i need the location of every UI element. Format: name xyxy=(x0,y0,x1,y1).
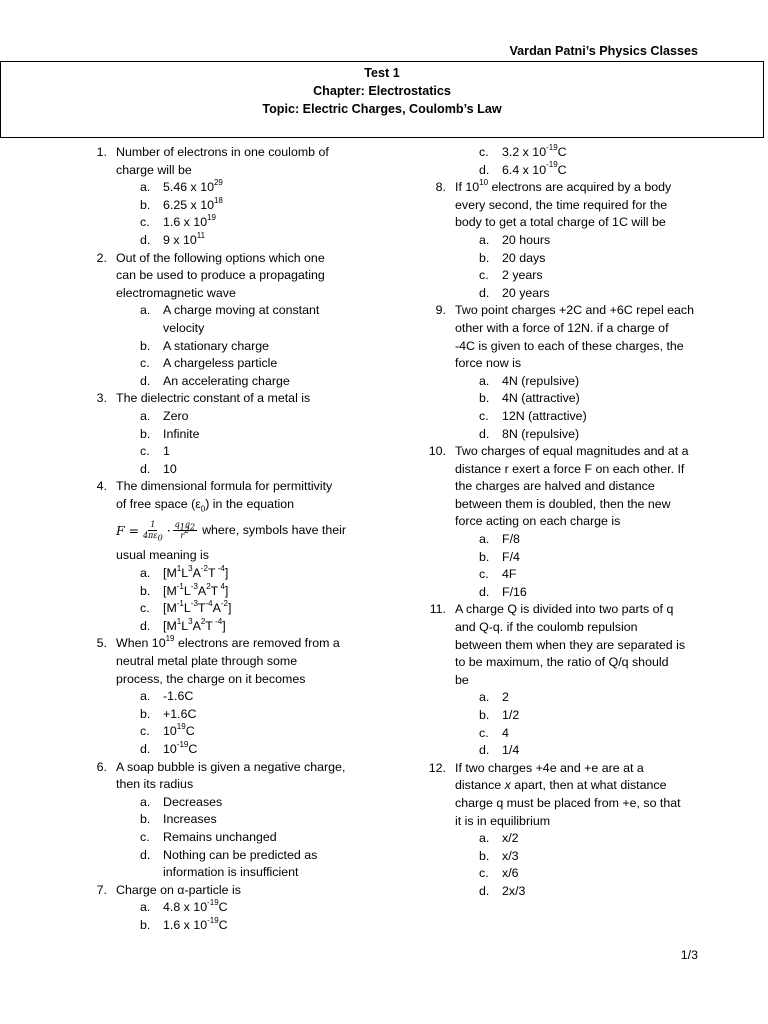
option-2b: b. A stationary charge xyxy=(140,338,270,353)
question-text: When $10^{19}$ electrons are removed from a xyxy=(116,634,340,651)
option-1d: d. 9 x $10^{11}$ xyxy=(140,230,206,247)
question-text: then its radius xyxy=(116,777,194,792)
option-4a: a. [$M^1L^3A^{-2}T$ $^{-4}$] xyxy=(140,563,229,581)
question-text: can be used to produce a propagating xyxy=(116,268,325,283)
option-5d: d. $10^{-19}C$ xyxy=(140,739,198,756)
question-4 xyxy=(86,478,368,565)
option-8b: b. 20 days xyxy=(479,250,546,265)
option-10d: d. F/16 xyxy=(479,584,527,599)
option-10a: a. F/8 xyxy=(479,532,520,547)
question-text: body to get a total charge of 1C will be xyxy=(455,215,666,230)
option-1c: c. 1.6 x $10^{19}$ xyxy=(140,213,216,230)
question-text: force now is xyxy=(455,356,522,371)
option-12a: a. x/2 xyxy=(479,831,519,846)
question-text: the charges are halved and distance xyxy=(455,479,655,494)
question-text: every second, the time required for the xyxy=(455,197,668,212)
option-10b: b. F/4 xyxy=(479,549,520,564)
option-7b: b. 1.6 x $10^{-19}C$ xyxy=(140,915,228,932)
question-number: 6. xyxy=(96,759,107,774)
question-number: 12. xyxy=(428,760,446,775)
question-6 xyxy=(86,759,368,794)
question-number: 2. xyxy=(96,250,107,265)
option-9a: a. 4N (repulsive) xyxy=(479,373,580,388)
option-1b: b. 6.25 x $10^{18}$ xyxy=(140,195,223,212)
option-8a: a. 20 hours xyxy=(479,232,551,247)
page-number: 1/3 xyxy=(680,948,698,962)
question-text: A soap bubble is given a negative charge, xyxy=(116,759,346,774)
chapter-title: Chapter: Electrostatics xyxy=(313,83,451,98)
question-number: 9. xyxy=(435,303,446,318)
question-text: where, symbols have their xyxy=(202,522,347,537)
option-3b: b. Infinite xyxy=(140,426,200,441)
option-5b: b. +1.6C xyxy=(140,706,197,721)
right-column xyxy=(425,144,710,901)
question-number: 7. xyxy=(96,882,107,897)
option-9c: c. 12N (attractive) xyxy=(479,408,587,423)
fraction-constant: $\frac{1}{4\pi\varepsilon_0}$ xyxy=(142,519,163,543)
option-2d: d. An accelerating charge xyxy=(140,373,290,388)
option-4c: c. $[M^{-1}L^{-3}T^{-4}A^{-2}]$ xyxy=(140,599,232,616)
question-number: 10. xyxy=(428,444,446,459)
test-title: Test 1 xyxy=(364,66,400,80)
option-11c: c. 4 xyxy=(479,725,509,740)
question-text: force acting on each charge is xyxy=(455,514,621,529)
question-number: 1. xyxy=(96,145,107,159)
question-10 xyxy=(425,443,710,531)
question-text: be xyxy=(455,672,469,687)
option-12b: b. x/3 xyxy=(479,848,519,863)
option-3c: c. 1 xyxy=(140,444,170,459)
option-6a: a. Decreases xyxy=(140,794,223,809)
fraction-charges: $\frac{q_1q_2}{r^2}$ xyxy=(174,519,196,540)
option-9b: b. 4N (attractive) xyxy=(479,391,580,406)
question-text: between them is doubled, then the new xyxy=(455,496,671,511)
question-number: 3. xyxy=(96,391,107,406)
question-8 xyxy=(425,179,710,232)
question-text: charge q must be placed from +e, so that xyxy=(455,795,681,810)
question-number: 5. xyxy=(96,636,107,651)
option-7c: c. 3.2 x $10^{-19}C$ xyxy=(479,142,567,159)
left-column xyxy=(86,144,368,935)
question-9 xyxy=(425,302,710,372)
title-box xyxy=(0,61,764,138)
question-text: Two point charges +2C and +6C repel each xyxy=(455,303,695,318)
question-text: other with a force of 12N. if a charge of xyxy=(455,320,669,335)
question-text: If two charges +4e and +e are at a xyxy=(455,760,644,775)
option-7a: a. 4.8 x $10^{-19}C$ xyxy=(140,898,228,915)
option-1a: a. 5.46 x $10^{29}$ xyxy=(140,178,223,195)
option-6d: d. Nothing can be predicted as information is insufficient xyxy=(140,847,318,880)
question-text: A charge Q is divided into two parts of q xyxy=(455,602,674,617)
question-1 xyxy=(86,144,368,179)
question-12 xyxy=(425,760,710,830)
question-text: Out of the following options which one xyxy=(116,250,325,265)
option-12d: d. 2x/3 xyxy=(479,883,526,898)
question-text: usual meaning is xyxy=(116,548,209,563)
option-3a: a. Zero xyxy=(140,408,189,423)
option-8d: d. 20 years xyxy=(479,285,550,300)
equation-line xyxy=(116,513,368,547)
question-5 xyxy=(86,635,368,688)
question-text: Two charges of equal magnitudes and at a xyxy=(455,444,689,459)
option-10c: c. 4F xyxy=(479,567,517,582)
option-6b: b. Increases xyxy=(140,812,217,827)
question-text: The dielectric constant of a metal is xyxy=(116,391,311,406)
option-4d: d. [$M^1L^3A^2T$ $^{-4}$] xyxy=(140,616,226,633)
question-text: charge will be xyxy=(116,162,192,177)
option-2a: a. A charge moving at constant velocity xyxy=(140,303,320,335)
question-2 xyxy=(86,250,368,303)
question-text: neutral metal plate through some xyxy=(116,654,298,669)
question-text: distance x apart, then at what distance xyxy=(455,778,667,793)
question-11 xyxy=(425,601,710,689)
question-text: Charge on α-particle is xyxy=(116,882,241,897)
question-text: distance r exert a force F on each other. If xyxy=(455,461,685,476)
question-7 xyxy=(86,882,368,900)
question-text: Number of electrons in one coulomb of xyxy=(116,145,329,159)
option-5c: c. $10^{19}C$ xyxy=(140,722,195,739)
question-text: -4C is given to each of these charges, the xyxy=(455,338,684,353)
question-text: process, the charge on it becomes xyxy=(116,671,306,686)
organization-name: Vardan Patni’s Physics Classes xyxy=(509,44,698,58)
option-3d: d. 10 xyxy=(140,461,177,476)
question-text: it is in equilibrium xyxy=(455,813,551,828)
option-8c: c. 2 years xyxy=(479,268,543,283)
option-9d: d. 8N (repulsive) xyxy=(479,426,580,441)
question-text: to be maximum, the ratio of Q/q should xyxy=(455,655,669,670)
question-number: 4. xyxy=(96,479,107,494)
topic-title: Topic: Electric Charges, Coulomb’s Law xyxy=(262,101,502,116)
question-3 xyxy=(86,390,368,408)
option-5a: a. -1.6C xyxy=(140,689,194,704)
option-11b: b. 1/2 xyxy=(479,708,520,722)
option-7d: d. 6.4 x $10^{-19}C$ xyxy=(479,160,567,177)
question-text: The dimensional formula for permittivity xyxy=(116,479,333,494)
option-4b: b. [$M^{-1}L^{-3}A^2T$ $^4$] xyxy=(140,581,229,598)
question-text: of free space $(\varepsilon_0)$ in the equation xyxy=(116,496,295,514)
question-text: electromagnetic wave xyxy=(116,285,236,300)
option-6c: c. Remains unchanged xyxy=(140,829,277,844)
option-2c: c. A chargeless particle xyxy=(140,356,278,371)
question-text: and Q-q. if the coulomb repulsion xyxy=(455,620,638,635)
question-text: between them when they are separated is xyxy=(455,637,686,652)
coulomb-equation: F = $\frac{1}{4\pi\varepsilon_0}$ · $\frac{q_1q_2}{r^2}$ xyxy=(116,519,196,543)
option-11d: d. 1/4 xyxy=(479,743,520,758)
question-text: If $10^{10}$ electrons are acquired by a body xyxy=(455,178,672,195)
question-number: 11. xyxy=(429,602,446,617)
option-11a: a. 2 xyxy=(479,690,509,705)
option-12c: c. x/6 xyxy=(479,866,519,881)
question-number: 8. xyxy=(435,180,446,195)
